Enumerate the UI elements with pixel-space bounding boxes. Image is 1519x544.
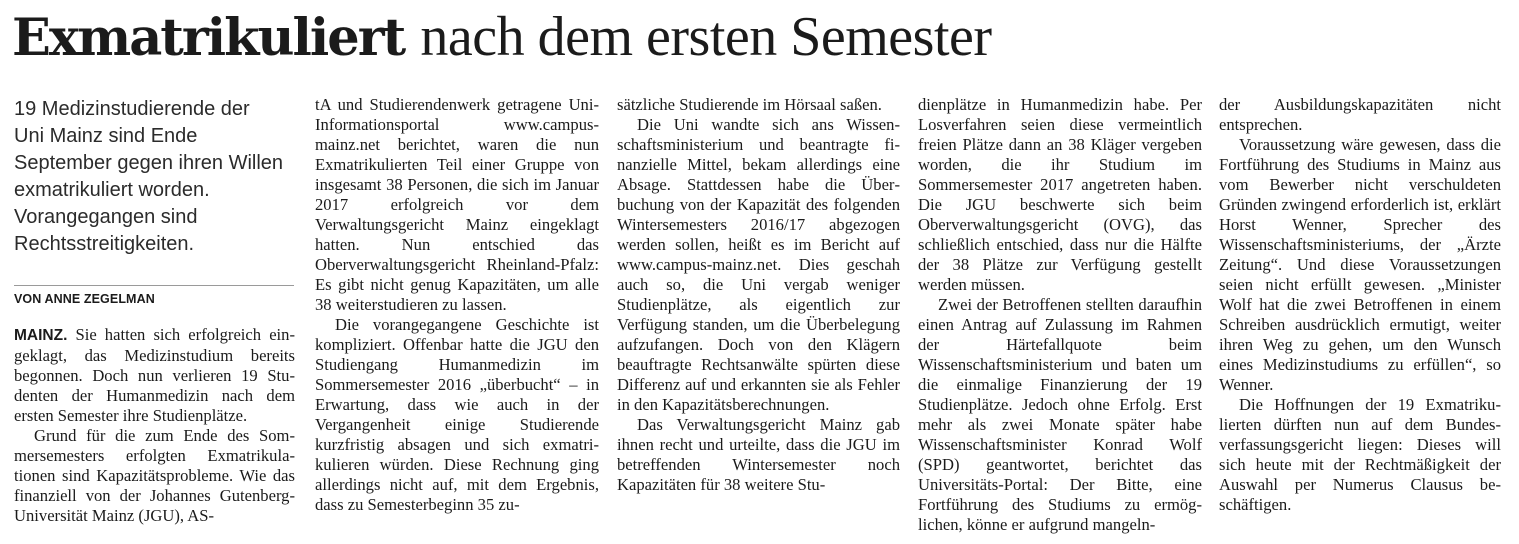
column-5 <box>1219 95 1501 515</box>
paragraph-text: Sie hatten sich erfolgreich eingeklagt, das Medizinstudium bereits begonnen. Doch nun verlieren 19 Studenten der Humanmedizin nach dem ersten Semester ihre Studienplätze. <box>14 325 295 425</box>
divider <box>14 285 294 286</box>
headline <box>12 4 992 71</box>
byline: VON ANNE ZEGELMAN <box>14 292 155 306</box>
dateline: MAINZ. <box>14 327 68 344</box>
headline-light: nach dem ersten Semester <box>420 6 992 68</box>
column-4 <box>918 95 1202 535</box>
paragraph: Zwei der Betroffenen stellten daraufhin einen Antrag auf Zulassung im Rahmen der Härtefallquote beim Wissenschaftsministerium und baten um die einmalige Finanzierung der 19 Studienplätze. Jedoch ohne Erfolg. Erst mehr als zwei Monate später habe Wissenschaftsminister Konrad Wolf (SPD) geantwortet, berichtet das Universitäts-Portal: Der Bitte, eine Fortführung des Studiums zu ermöglichen, könne er aufgrund mangeln- <box>918 295 1202 534</box>
column-3 <box>617 95 900 495</box>
paragraph: Voraussetzung wäre gewesen, dass die Fortführung des Studiums in Mainz aus vom Bewerber nicht verschuldeten Gründen zwingend erforderlich ist, erklärt Horst Wenner, Sprecher des Wissenschaftsministeriums, der „Ärzte Zeitung“. Und diese Voraussetzungen seien nicht erfüllt gewesen. „Minister Wolf hat die zwei Betroffenen in einem Schreiben ausdrücklich ermutigt, weiter ihren Weg zu gehen, um den Wunsch eines Medizinstudiums zu erfüllen“, so Wenner. <box>1219 135 1501 394</box>
paragraph: Das Verwaltungsgericht Mainz gab ihnen recht und urteilte, dass die JGU im betreffenden Wintersemester noch Kapazitäten für 38 weitere Stu- <box>617 415 900 494</box>
headline-bold: Exmatrikuliert <box>12 8 405 68</box>
paragraph: sätzliche Studierende im Hörsaal saßen. <box>617 95 882 114</box>
column-2 <box>315 95 599 515</box>
paragraph: tA und Studierendenwerk getragene Uni-Informationsportal www.campus-mainz.net berichtet, waren die nun Exmatrikulierten Teil einer Gruppe von insgesamt 38 Personen, die sich im Januar 2017 erfolgreich vor dem Verwaltungsgericht Mainz eingeklagt hatten. Nun entschied das Oberverwaltungsgericht Rheinland-Pfalz: Es gibt nicht genug Kapazitäten, um alle 38 weiterstudieren zu lassen. <box>315 95 599 314</box>
paragraph <box>14 325 295 426</box>
paragraph: Die Hoffnungen der 19 Exmatrikulierten dürften nun auf dem Bundesverfassungsgericht liegen: Dieses will sich heute mit der Rechtmäßigkeit der Auswahl per Numerus Clausus beschäftigen. <box>1219 395 1501 514</box>
paragraph: Die Uni wandte sich ans Wissenschaftsministerium und beantragte finanzielle Mittel, bekam allerdings eine Absage. Stattdessen habe die Überbuchung von der Kapazität des folgenden Wintersemesters 2016/17 abgezogen werden sollen, heißt es im Bericht auf www.campus-mainz.net. Dies geschah auch so, die Uni vergab weniger Studienplätze, als eigentlich zur Verfügung standen, um die Überbelegung aufzufangen. Doch von den Klägern beauftragte Rechtsanwälte spürten diese Differenz auf und erkannten sie als Fehler in den Kapazitätsberechnungen. <box>617 115 900 414</box>
column-1 <box>14 325 295 526</box>
paragraph: Die vorangegangene Geschichte ist kompliziert. Offenbar hatte die JGU den Studiengang Humanmedizin im Sommersemester 2016 „überbucht“ – in Erwartung, dass wie auch in der Vergangenheit einige Studierende kurzfristig absagen und sich exmatrikulieren würden. Diese Rechnung ging allerdings nicht auf, mit dem Ergebnis, dass zu Semesterbeginn 35 zu- <box>315 315 599 514</box>
teaser: 19 Medizinstudierende der Uni Mainz sind Ende September gegen ihren Willen exmatrikuliert worden. Vorangegangen sind Rechtsstreitigkeiten. <box>14 98 284 255</box>
paragraph: dienplätze in Humanmedizin habe. Per Losverfahren seien diese vermeintlich freien Plätze dann an 38 Kläger vergeben worden, die ihr Studium im Sommersemester 2017 angetreten haben. Die JGU beschwerte sich beim Oberverwaltungsgericht (OVG), das schließlich entschied, dass nur die Hälfte der 38 Plätze zur Verfügung gestellt werden müssen. <box>918 95 1202 294</box>
paragraph: der Ausbildungskapazitäten nicht entsprechen. <box>1219 95 1501 134</box>
paragraph: Grund für die zum Ende des Sommersemesters erfolgten Exmatrikulationen sind Kapazitätsprobleme. Wie das finanziell von der Johannes Gutenberg-Universität Mainz (JGU), AS- <box>14 426 295 525</box>
